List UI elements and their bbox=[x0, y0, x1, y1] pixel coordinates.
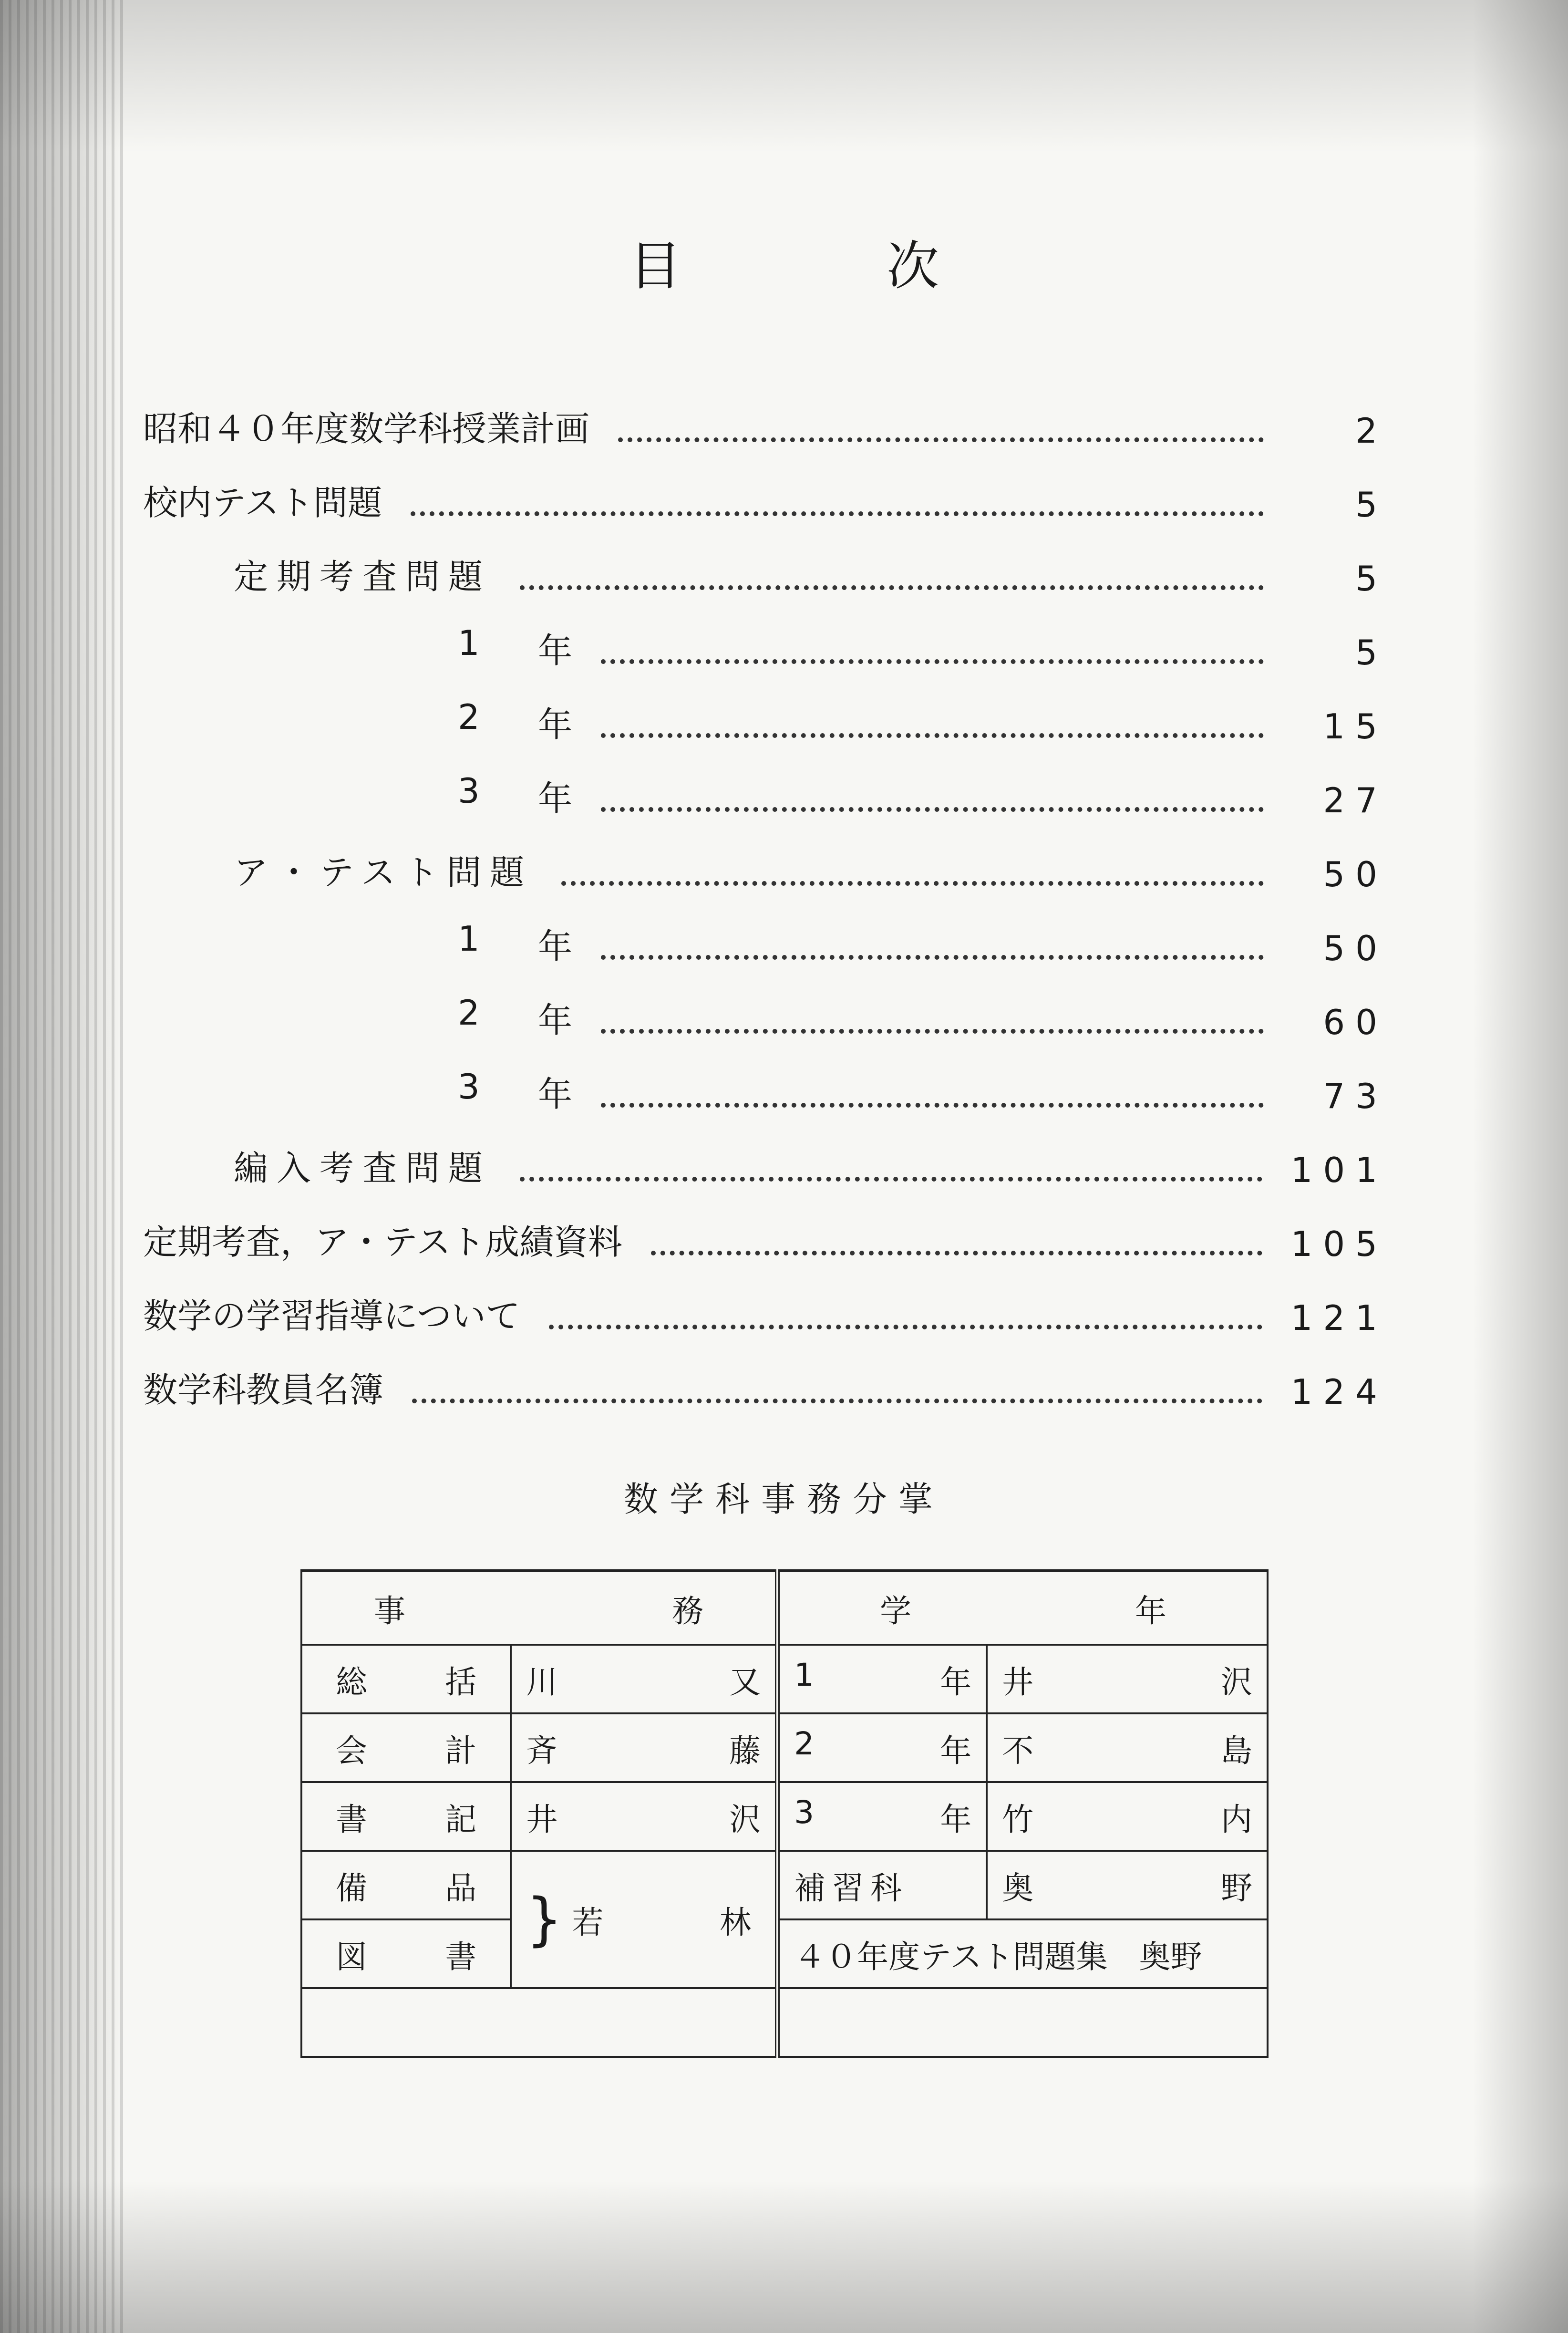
cell-text: 又 bbox=[729, 1663, 761, 1700]
grade-number: 1 bbox=[458, 623, 480, 663]
grade-suffix: 年 bbox=[537, 1000, 572, 1040]
name-cell bbox=[511, 1645, 777, 1713]
scan-noise-bottom bbox=[0, 2180, 1568, 2333]
scan-noise-left bbox=[0, 0, 124, 2333]
grade-number: 3 bbox=[458, 771, 480, 811]
grade-number: 2 bbox=[458, 993, 480, 1033]
cell-text: 補習科 bbox=[794, 1869, 909, 1907]
toc-entry[interactable] bbox=[143, 377, 1388, 451]
duties-table bbox=[300, 1569, 1269, 2058]
page-title: 目 次 bbox=[629, 236, 1015, 297]
toc-page-number: 50 bbox=[1323, 854, 1388, 894]
cell-text: 年 bbox=[940, 1732, 972, 1769]
cell-text: 図 bbox=[336, 1938, 367, 1975]
name-cell bbox=[511, 1782, 777, 1851]
grade-suffix: 年 bbox=[537, 926, 572, 966]
header-text: 年 bbox=[1135, 1592, 1166, 1629]
table-row bbox=[301, 1851, 1268, 1919]
grade-suffix: 年 bbox=[537, 705, 572, 745]
toc-page-number: 2 bbox=[1355, 411, 1388, 451]
cell-text: 書 bbox=[336, 1801, 367, 1838]
cell-text: 総 bbox=[336, 1663, 367, 1700]
toc-entry[interactable] bbox=[143, 1190, 1388, 1264]
toc-page-number: 73 bbox=[1323, 1076, 1388, 1116]
toc-page-number: 105 bbox=[1290, 1224, 1388, 1264]
cell-text: 計 bbox=[445, 1732, 477, 1769]
table-row bbox=[301, 1645, 1268, 1713]
cell-text: 2 bbox=[794, 1725, 815, 1762]
cell-text: 川 bbox=[526, 1663, 558, 1700]
cell-text: 竹 bbox=[1002, 1801, 1034, 1838]
cell-text: 会 bbox=[336, 1732, 367, 1769]
duty-cell bbox=[301, 1919, 511, 1988]
duties-title: 数学科事務分掌 bbox=[623, 1479, 944, 1519]
teacher-cell bbox=[987, 1713, 1268, 1782]
cell-text: 年 bbox=[940, 1801, 972, 1838]
toc-entry[interactable] bbox=[143, 1116, 1388, 1190]
toc-entry[interactable] bbox=[143, 1264, 1388, 1338]
cell-text: 奥 bbox=[1002, 1869, 1034, 1907]
header-cell-duties bbox=[301, 1571, 777, 1645]
cell-text: 1 bbox=[794, 1656, 815, 1693]
duty-cell bbox=[301, 1645, 511, 1713]
toc-entry[interactable] bbox=[143, 820, 1388, 894]
note-cell bbox=[777, 1919, 1268, 1988]
toc-leader-dots bbox=[618, 437, 1264, 442]
cell-text: 品 bbox=[445, 1869, 477, 1907]
cell-text: ４０年度テスト問題集 奥野 bbox=[794, 1938, 1202, 1975]
toc-page-number: 5 bbox=[1355, 559, 1388, 599]
cell-text: 年 bbox=[940, 1663, 972, 1700]
toc-entry[interactable] bbox=[143, 747, 1388, 820]
teacher-cell bbox=[987, 1851, 1268, 1919]
cell-text: 斉 bbox=[526, 1732, 558, 1769]
duty-cell bbox=[301, 1713, 511, 1782]
toc-entry[interactable] bbox=[143, 451, 1388, 525]
toc-leader-dots bbox=[601, 1029, 1264, 1034]
grade-cell bbox=[777, 1713, 987, 1782]
toc-label: 昭和４０年度数学科授業計画 bbox=[143, 409, 590, 449]
cell-text: 島 bbox=[1221, 1732, 1252, 1769]
toc-leader-dots bbox=[601, 1103, 1264, 1108]
grade-suffix: 年 bbox=[537, 1074, 572, 1114]
cell-text: 沢 bbox=[1221, 1663, 1252, 1700]
grade-number: 3 bbox=[458, 1067, 480, 1107]
empty-cell bbox=[301, 1988, 777, 2057]
cell-text: 井 bbox=[526, 1801, 558, 1838]
cell-text: 若 bbox=[572, 1904, 604, 1941]
toc-label bbox=[458, 993, 572, 1042]
duty-cell bbox=[301, 1782, 511, 1851]
cell-text: 藤 bbox=[729, 1732, 761, 1769]
duty-cell bbox=[301, 1851, 511, 1919]
toc-leader-dots bbox=[601, 733, 1264, 738]
toc-page-number: 5 bbox=[1355, 633, 1388, 673]
teacher-cell bbox=[987, 1645, 1268, 1713]
table-row bbox=[301, 1919, 1268, 1988]
toc-label: 校内テスト問題 bbox=[143, 483, 382, 523]
toc-entry[interactable] bbox=[143, 1042, 1388, 1116]
toc-leader-dots bbox=[520, 1177, 1262, 1182]
cell-text: 井 bbox=[1002, 1663, 1034, 1700]
cell-text: 不 bbox=[1002, 1732, 1034, 1769]
grade-cell bbox=[777, 1645, 987, 1713]
table-row bbox=[301, 1782, 1268, 1851]
cell-text: 林 bbox=[720, 1904, 752, 1941]
toc-leader-dots bbox=[601, 659, 1264, 664]
toc-label: 数学の学習指導について bbox=[143, 1296, 520, 1336]
toc-leader-dots bbox=[601, 807, 1264, 812]
scan-noise-top bbox=[0, 0, 1568, 153]
header-text: 学 bbox=[880, 1592, 912, 1629]
toc-page-number: 5 bbox=[1355, 485, 1388, 525]
toc-entry[interactable] bbox=[143, 968, 1388, 1042]
grade-number: 1 bbox=[458, 919, 480, 959]
toc-page-number: 15 bbox=[1323, 706, 1388, 747]
toc-entry[interactable] bbox=[143, 1338, 1388, 1412]
header-text: 務 bbox=[672, 1592, 704, 1629]
toc-leader-dots bbox=[412, 1399, 1262, 1403]
name-cell bbox=[511, 1713, 777, 1782]
toc-label bbox=[458, 771, 572, 820]
grade-cell bbox=[777, 1851, 987, 1919]
toc-leader-dots bbox=[549, 1325, 1262, 1329]
toc-label bbox=[458, 623, 572, 673]
toc-leader-dots bbox=[520, 585, 1264, 590]
brace-mark: } bbox=[526, 1886, 563, 1953]
toc-label bbox=[458, 697, 572, 747]
toc-label: 定期考査問題 bbox=[234, 557, 492, 597]
grade-suffix: 年 bbox=[537, 631, 572, 671]
table-header-row bbox=[301, 1571, 1268, 1645]
cell-text: 書 bbox=[445, 1938, 477, 1975]
cell-text: 野 bbox=[1221, 1869, 1252, 1907]
header-text: 事 bbox=[374, 1592, 405, 1629]
toc-leader-dots bbox=[651, 1251, 1262, 1255]
empty-cell bbox=[777, 1988, 1268, 2057]
toc-page-number: 50 bbox=[1323, 928, 1388, 968]
teacher-cell bbox=[987, 1782, 1268, 1851]
toc-page-number: 60 bbox=[1323, 1002, 1388, 1042]
cell-text: 内 bbox=[1221, 1801, 1252, 1838]
toc-entry[interactable] bbox=[143, 673, 1388, 747]
cell-text: 備 bbox=[336, 1869, 367, 1907]
toc-page-number: 121 bbox=[1290, 1298, 1388, 1338]
grade-cell bbox=[777, 1782, 987, 1851]
grade-number: 2 bbox=[458, 697, 480, 737]
table-row bbox=[301, 1713, 1268, 1782]
cell-text: 3 bbox=[794, 1794, 815, 1831]
toc-leader-dots bbox=[561, 881, 1264, 886]
toc-label: 数学科教員名簿 bbox=[143, 1370, 384, 1410]
grade-suffix: 年 bbox=[537, 778, 572, 819]
toc-leader-dots bbox=[411, 511, 1264, 516]
table-row bbox=[301, 1988, 1268, 2057]
toc-label bbox=[458, 919, 572, 968]
toc-leader-dots bbox=[601, 955, 1264, 960]
toc-label: ア・テスト問題 bbox=[234, 852, 533, 892]
toc-entry[interactable] bbox=[143, 525, 1388, 599]
toc-page-number: 124 bbox=[1290, 1372, 1388, 1412]
table-of-contents bbox=[143, 377, 1388, 1412]
toc-page-number: 101 bbox=[1290, 1150, 1388, 1190]
header-cell-grade bbox=[777, 1571, 1268, 1645]
toc-label bbox=[458, 1067, 572, 1116]
scan-noise-right bbox=[1473, 0, 1568, 2333]
toc-entry[interactable] bbox=[143, 599, 1388, 673]
toc-label: 定期考査，ア・テスト成績資料 bbox=[143, 1222, 623, 1262]
toc-label: 編入考査問題 bbox=[234, 1148, 492, 1188]
cell-text: 沢 bbox=[729, 1801, 761, 1838]
cell-text: 括 bbox=[445, 1663, 477, 1700]
toc-entry[interactable] bbox=[143, 894, 1388, 968]
toc-page-number: 27 bbox=[1323, 780, 1388, 820]
merged-name-cell bbox=[511, 1851, 777, 1988]
cell-text: 記 bbox=[445, 1801, 477, 1838]
